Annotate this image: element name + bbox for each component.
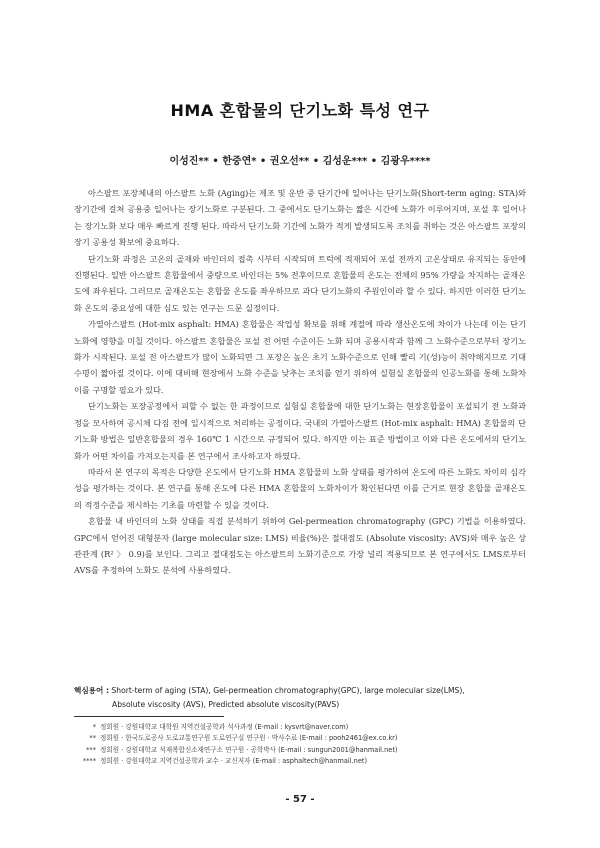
- footnote: [74, 745, 526, 756]
- footnote-mark: ****: [82, 757, 96, 766]
- page-number: - 57 -: [285, 794, 315, 805]
- paper-title: HMA 혼합물의 단기노화 특성 연구: [170, 101, 430, 120]
- footnote-text: 정회원 · 강원대학교 대학원 지역건설공학과 석사과정 (E-mail : kysvrt@naver.com): [100, 723, 349, 731]
- keywords-block: [74, 684, 526, 712]
- paragraph: 아스팔트 포장체내의 아스팔트 노화 (Aging)는 제조 및 운반 중 단기간에 일어나는 단기노화(Short-term aging: STA)와 장기간에 걸쳐 공용중 일어나는 장기노화로 구분된다. 그 중에서도 단기노화는 짧은 시간에 노화가 이루어지며, 포설 후 일어나는 장기노화 보다 매우 빠르게 진행 된다. 따라서 단기노화 기간에 노화가 적게 발생되도록 조치를 취하는 것은 아스팔트 포장의 장기 공용성 확보에 중요하다.: [74, 188, 526, 248]
- keywords-label: 핵심용어 :: [74, 686, 110, 695]
- footnote-text: 정회원 · 강원대학교 석재복합신소재연구소 연구원 · 공학박사 (E-mail : sungun2001@hanmail.net): [100, 745, 398, 754]
- author-list: 이성진** • 한중연* • 권오선** • 김성운*** • 김광우****: [169, 156, 431, 167]
- paragraph: 따라서 본 연구의 목적은 다양한 온도에서 단기노화 HMA 혼합물의 노화 상태를 평가하여 온도에 따른 노화도 차이의 심각성을 평가하는 것이다. 본 연구를 통해 온도에 다른 HMA 혼합물의 노화차이가 확인된다면 이를 근거로 현장 혼합물 골재온도의 적정수준을 제시하는 기초를 마련할 수 있을 것이다.: [74, 466, 526, 510]
- footnote-text: 정회원 · 강원대학교 지역건설공학과 교수 · 교신저자 (E-mail : asphaltech@hanmail.net): [100, 757, 368, 766]
- keywords-line-1: Short-term of aging (STA), Gel-permeation chromatography(GPC), large molecular size(LMS),: [111, 686, 465, 695]
- footnote-text: 정회원 · 한국도로공사 도로교통연구원 도로연구실 연구원 · 박사수료 (E-mail : pooh2461@ex.co.kr): [100, 734, 398, 743]
- keywords-line-2: Absolute viscosity (AVS), Predicted absolute viscosity(PAVS): [112, 700, 340, 709]
- footnote-mark: ***: [86, 745, 96, 754]
- paragraph: 가열아스팔트 (Hot-mix asphalt: HMA) 혼합물은 작업성 확보를 위해 계절에 따라 생산온도에 차이가 나는데 이는 단기노화에 영향을 미칠 것이다. 아스팔트 혼합물은 포설 전 어떤 수준이든 노화 되며 공용시작과 함께 그 노화수준으로부터 장기노화가 시작된다. 포설 전 아스팔트가 많이 노화되면 그 포장은 높은 초기 노화수준으로 인해 빨리 기(성)능이 취약해지므로 기대수명이 짧아질 것이다. 이에 대비해 현장에서 노화 수준을 낮추는 조치를 얻기 위하여 실험실 혼합물의 인공노화를 통해 노화차이를 구명할 필요가 있다.: [74, 319, 526, 395]
- footnote: [74, 756, 526, 767]
- paragraph: 단기노화 과정은 고온의 골재와 바인더의 접촉 시부터 시작되며 트럭에 적재되어 포설 전까지 고온상태로 유지되는 동안에 진행된다. 일반 아스팔트 혼합물에서 중량으로 바인더는 5% 전후이므로 혼합물의 온도는 전체의 95% 가량을 차지하는 골재온도에 좌우된다. 그러므로 골재온도는 혼합물 온도를 좌우하므로 과다 단기노화의 주원인이라 할 수 있다. 하지만 이러한 단기노화 온도의 중요성에 대한 심도 있는 연구는 드문 실정이다.: [74, 253, 526, 313]
- paragraph: 혼합물 내 바인더의 노화 상태를 직접 분석하기 위하여 Gel-permeation chromatography (GPC) 기법을 이용하였다. GPC에서 얻어진 대형분자 (large molecular size: LMS) 비율(%)은 절대점도 (Absolute viscosity: AVS)와 매우 높은 상관관계 (R² 〉 0.9)를 보인다. 그리고 절대점도는 아스팔트의 노화기준으로 가장 널리 적용되므로 본 연구에서도 LMS로부터 AVS를 추정하여 노화도 분석에 사용하였다.: [74, 516, 526, 576]
- footnote-mark: *: [92, 723, 96, 731]
- footnote-mark: **: [89, 734, 96, 743]
- footnote-divider: [74, 716, 224, 717]
- footnote: [74, 733, 526, 744]
- footnotes: [74, 722, 526, 768]
- paragraph: 단기노화는 포장공정에서 피할 수 없는 한 과정이므로 실험실 혼합물에 대한 단기노화는 현장혼합물이 포설되기 전 노화과정을 모사하여 공시체 다짐 전에 일시적으로 처리하는 공정이다. 국내의 가열아스팔트 (Hot-mix asphalt: HMA) 혼합물의 단기노화 방법은 일반혼합물의 경우 160℃ 1 시간으로 규정되어 있다. 하지만 이는 표준 방법이고 이와 다른 온도에서의 단기노화가 어떤 차이를 가져오는지를 본 연구에서 조사하고자 하였다.: [74, 401, 526, 461]
- footnote: [74, 722, 526, 733]
- abstract-body: [74, 185, 526, 579]
